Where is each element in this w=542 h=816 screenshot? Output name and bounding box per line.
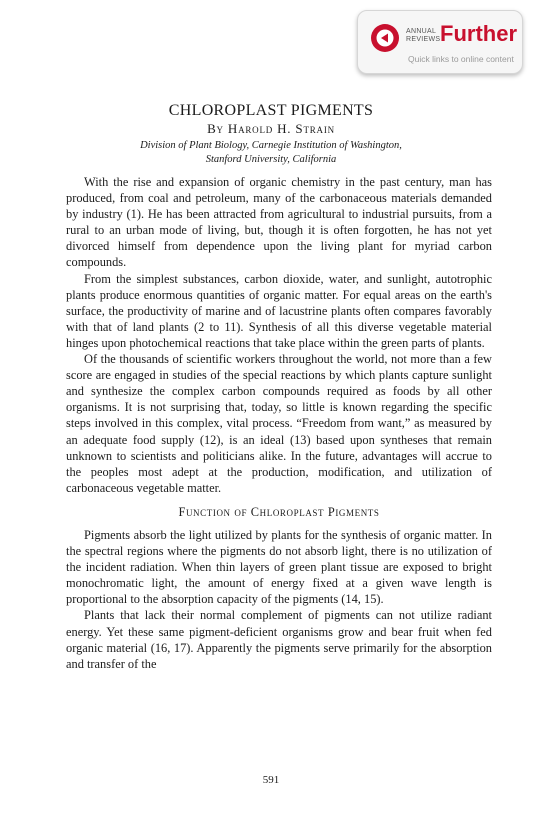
section-heading: Function of Chloroplast Pigments [178, 504, 380, 519]
body-paragraph: Plants that lack their normal complement of pigments can not utilize radiant energy. Yet these same pigment-deficient organisms grow and bear fruit when fed organic material (16, 17). Apparently the pigments serve primarily for the absorption and transfer of the [66, 608, 492, 671]
affiliation-line-1: Division of Plant Biology, Carnegie Institution of Washington, [140, 140, 402, 151]
article-body [66, 174, 492, 672]
article-author: By Harold H. Strain [207, 121, 335, 136]
body-paragraph: With the rise and expansion of organic chemistry in the past century, man has produced, from coal and petroleum, many of the carbonaceous materials demanded by industry (1). He has been attracted from agricultural to industrial pursuits, from a rural to an urban mode of living, but, though it is often forgotten, he has not yet divorced himself from dependence upon the living plant for myriad carbon compounds. [66, 175, 492, 270]
further-title: Further [440, 21, 517, 46]
page-number: 591 [262, 774, 280, 786]
further-subtitle: Quick links to online content [408, 54, 514, 64]
annual-reviews-wordmark: ANNUAL REVIEWS [406, 28, 441, 43]
author-affiliation [0, 139, 542, 167]
body-paragraph: Of the thousands of scientific workers throughout the world, not more than a few score are engaged in studies of the special reactions by which plants capture sunlight and synthesize the complex carbon compounds required as foods by all other organisms. It is not surprising that, today, so little is known regarding the specific steps involved in this complex, vital process. “Freedom from want,” as measured by an adequate food supply (12), is an ideal (13) based upon syntheses that remain unknown to scientists and politicians alike. In the future, advantages will accrue to the peoples most adept at the production, modification, and utilization of carbonaceous vegetable matter. [66, 352, 492, 495]
body-paragraph: From the simplest substances, carbon dioxide, water, and sunlight, autotrophic plants produce enormous quantities of organic matter. For equal areas on the earth's surface, the productivity of marine and of lacustrine plants often compares favorably with that of land plants (2 to 11). Synthesis of all this diverse vegetable material hinges upon photochemical reactions that take place within the green parts of plants. [66, 271, 492, 350]
affiliation-line-2: Stanford University, California [205, 154, 337, 165]
annual-reviews-logo-icon [370, 23, 400, 53]
article-title: CHLOROPLAST PIGMENTS [168, 102, 374, 119]
body-paragraph: Pigments absorb the light utilized by plants for the synthesis of organic matter. In the spectral regions where the pigments do not absorb light, there is no utilization of the incident radiation. When thin layers of green plant tissue are exposed to bright monochromatic light, the amount of energy fixed at a given wave length is proportional to the absorption capacity of the pigments (14, 15). [66, 527, 492, 607]
further-banner[interactable] [357, 10, 523, 74]
